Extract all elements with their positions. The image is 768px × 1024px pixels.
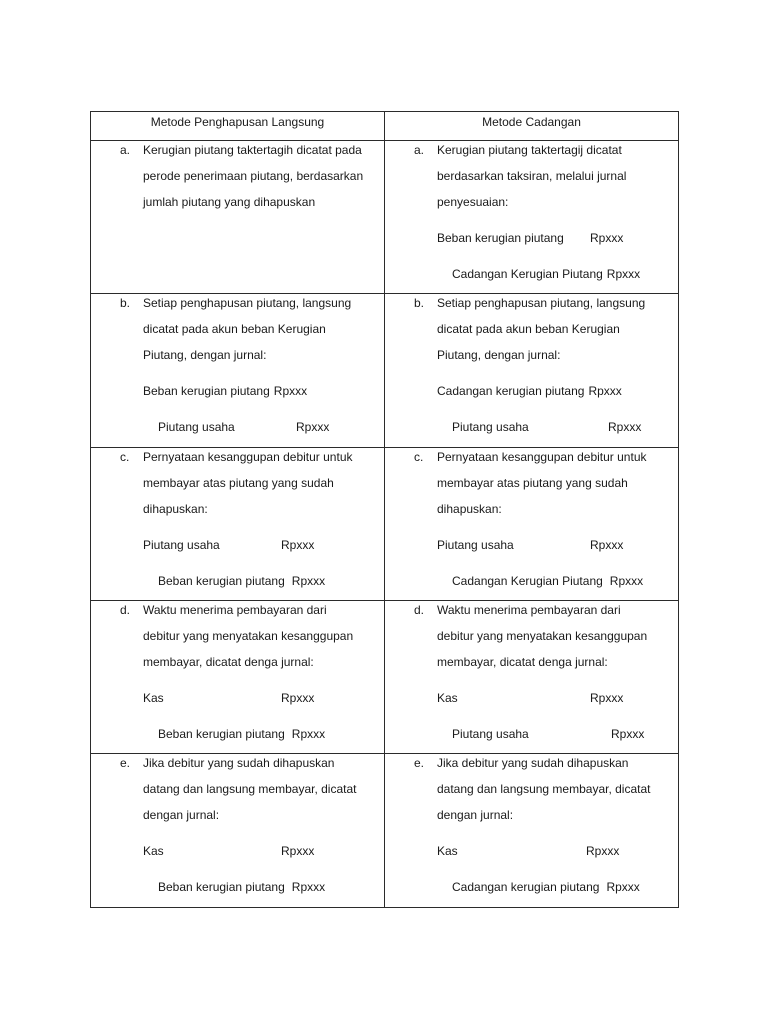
cell-direct-method: [91, 448, 385, 601]
journal-entry: [143, 843, 315, 859]
text-line: Waktu menerima pembayaran dari: [143, 603, 327, 617]
item-marker: d.: [414, 603, 425, 617]
text-line: dengan jurnal:: [437, 808, 514, 822]
journal-amount: Rpxxx: [296, 420, 330, 434]
cell-allowance-method: [385, 754, 679, 908]
journal-amount: Rpxxx: [281, 538, 315, 552]
item-marker: b.: [414, 296, 425, 310]
text-line: dihapuskan:: [437, 502, 502, 516]
item-marker: c.: [414, 450, 424, 464]
header-label: Metode Penghapusan Langsung: [150, 115, 325, 129]
table-row: [91, 294, 679, 448]
journal-account: Beban kerugian piutang: [143, 384, 270, 398]
journal-account: Cadangan Kerugian Piutang: [452, 267, 603, 281]
header-allowance-method: [385, 112, 679, 141]
header-label: Metode Cadangan: [482, 115, 581, 129]
journal-amount: Rpxxx: [291, 880, 326, 894]
journal-account: Piutang usaha: [452, 727, 529, 741]
text-line: membayar, dicatat denga jurnal:: [143, 655, 314, 669]
journal-amount: Rpxxx: [291, 574, 326, 588]
journal-entry: [437, 537, 624, 553]
journal-account: Kas: [437, 844, 458, 858]
text-line: Piutang, dengan jurnal:: [143, 348, 267, 362]
text-line: jumlah piutang yang dihapuskan: [143, 195, 316, 209]
cell-direct-method: [91, 601, 385, 754]
journal-amount: Rpxxx: [611, 727, 645, 741]
item-marker: e.: [414, 756, 425, 770]
text-line: dihapuskan:: [143, 502, 208, 516]
journal-entry: [143, 537, 315, 553]
text-line: membayar atas piutang yang sudah: [143, 476, 334, 490]
text-line: dicatat pada akun beban Kerugian: [143, 322, 326, 336]
journal-amount: Rpxxx: [588, 384, 622, 398]
text-line: membayar, dicatat denga jurnal:: [437, 655, 608, 669]
cell-direct-method: [91, 141, 385, 294]
journal-entry: [143, 690, 315, 706]
table-row: [91, 601, 679, 754]
text-line: membayar atas piutang yang sudah: [437, 476, 628, 490]
cell-allowance-method: [385, 294, 679, 448]
comparison-table: [90, 111, 679, 908]
text-line: Jika debitur yang sudah dihapuskan: [143, 756, 335, 770]
journal-account: Kas: [437, 691, 458, 705]
text-line: debitur yang menyatakan kesanggupan: [143, 629, 354, 643]
journal-account: Piutang usaha: [452, 420, 529, 434]
journal-entry: [452, 419, 642, 435]
journal-account: Kas: [143, 691, 164, 705]
header-direct-write-off: [91, 112, 385, 141]
journal-amount: Rpxxx: [606, 880, 640, 894]
journal-account: Piutang usaha: [143, 538, 220, 552]
journal-amount: Rpxxx: [606, 267, 641, 281]
journal-entry: [158, 419, 330, 435]
journal-account: Cadangan Kerugian Piutang: [452, 574, 603, 588]
journal-account: Kas: [143, 844, 164, 858]
journal-entry: [452, 879, 640, 895]
item-marker: a.: [120, 143, 131, 157]
text-line: Pernyataan kesanggupan debitur untuk: [143, 450, 353, 464]
table-row: [91, 754, 679, 908]
journal-amount: Rpxxx: [609, 574, 644, 588]
item-marker: c.: [120, 450, 130, 464]
journal-account: Beban kerugian piutang: [158, 574, 285, 588]
journal-amount: Rpxxx: [608, 420, 642, 434]
text-line: perode penerimaan piutang, berdasarkan: [143, 169, 364, 183]
journal-account: Piutang usaha: [437, 538, 514, 552]
journal-amount: Rpxxx: [590, 538, 624, 552]
table-row: [91, 448, 679, 601]
text-line: dicatat pada akun beban Kerugian: [437, 322, 620, 336]
text-line: datang dan langsung membayar, dicatat: [437, 782, 651, 796]
journal-entry: [437, 843, 620, 859]
journal-account: Cadangan kerugian piutang: [452, 880, 600, 894]
item-marker: a.: [414, 143, 425, 157]
journal-amount: Rpxxx: [590, 691, 624, 705]
journal-account: Piutang usaha: [158, 420, 235, 434]
journal-entry: [158, 879, 325, 895]
item-marker: b.: [120, 296, 131, 310]
journal-account: Beban kerugian piutang: [437, 231, 564, 245]
text-line: Setiap penghapusan piutang, langsung: [143, 296, 352, 310]
text-line: Jika debitur yang sudah dihapuskan: [437, 756, 629, 770]
journal-amount: Rpxxx: [281, 691, 315, 705]
journal-amount: Rpxxx: [590, 231, 624, 245]
journal-entry: [158, 726, 325, 742]
journal-entry: [452, 573, 643, 589]
cell-direct-method: [91, 294, 385, 448]
journal-amount: Rpxxx: [273, 384, 308, 398]
text-line: Waktu menerima pembayaran dari: [437, 603, 621, 617]
cell-allowance-method: [385, 448, 679, 601]
text-line: datang dan langsung membayar, dicatat: [143, 782, 357, 796]
journal-account: Beban kerugian piutang: [158, 727, 285, 741]
journal-entry: [452, 266, 640, 282]
text-line: Kerugian piutang taktertagih dicatat pada: [143, 143, 362, 157]
text-line: Piutang, dengan jurnal:: [437, 348, 561, 362]
table-header-row: [91, 112, 679, 141]
table-row: [91, 141, 679, 294]
journal-amount: Rpxxx: [291, 727, 326, 741]
text-line: Kerugian piutang taktertagij dicatat: [437, 143, 622, 157]
item-marker: e.: [120, 756, 131, 770]
journal-account: Cadangan kerugian piutang: [437, 384, 585, 398]
journal-entry: [437, 690, 624, 706]
journal-amount: Rpxxx: [586, 844, 620, 858]
cell-allowance-method: [385, 601, 679, 754]
journal-entry: [158, 573, 325, 589]
journal-entry: [437, 383, 622, 399]
journal-entry: [437, 230, 624, 246]
cell-allowance-method: [385, 141, 679, 294]
item-marker: d.: [120, 603, 131, 617]
journal-account: Beban kerugian piutang: [158, 880, 285, 894]
text-line: Setiap penghapusan piutang, langsung: [437, 296, 646, 310]
text-line: debitur yang menyatakan kesanggupan: [437, 629, 648, 643]
text-line: penyesuaian:: [437, 195, 509, 209]
cell-direct-method: [91, 754, 385, 908]
journal-entry: [452, 726, 645, 742]
journal-entry: [143, 383, 307, 399]
journal-amount: Rpxxx: [281, 844, 315, 858]
text-line: berdasarkan taksiran, melalui jurnal: [437, 169, 627, 183]
text-line: dengan jurnal:: [143, 808, 220, 822]
text-line: Pernyataan kesanggupan debitur untuk: [437, 450, 647, 464]
